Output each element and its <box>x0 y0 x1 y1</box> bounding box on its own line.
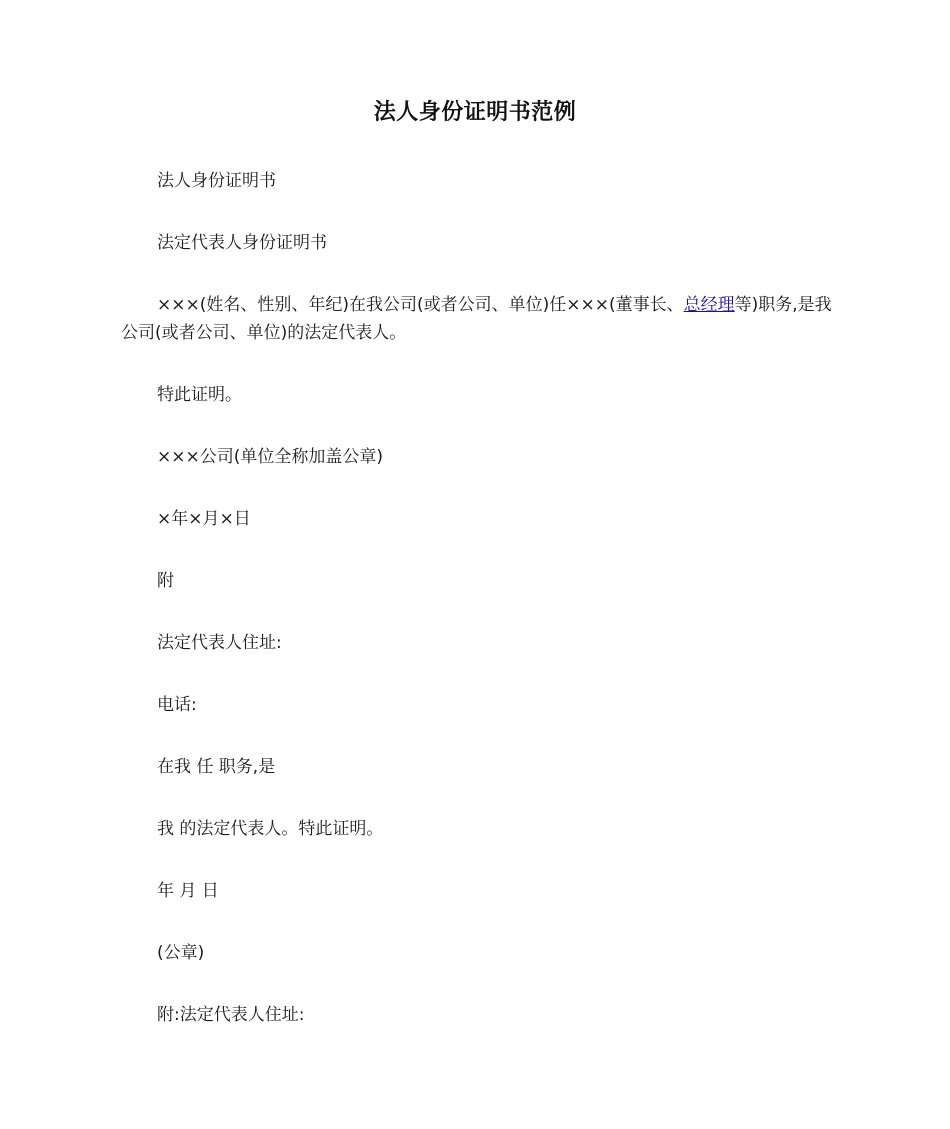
paragraph-body-text-start: ×××(姓名、性别、年纪)在我公司(或者公司、单位)任×××(董事长、 <box>157 295 684 315</box>
paragraph-heading-2: 法定代表人身份证明书 <box>157 233 327 253</box>
paragraph-representative: 我 的法定代表人。特此证明。 <box>157 819 384 839</box>
paragraph-seal: (公章) <box>157 943 205 963</box>
paragraph-attachment: 附 <box>157 571 174 591</box>
paragraph-phone: 电话: <box>157 695 197 715</box>
paragraph-address-attachment: 附:法定代表人住址: <box>157 1005 305 1025</box>
paragraph-certify: 特此证明。 <box>157 385 242 405</box>
paragraph-heading-1: 法人身份证明书 <box>157 171 276 191</box>
paragraph-date: ×年×月×日 <box>157 509 251 529</box>
paragraph-body-text-end: 等)职务,是我公司(或者公司、单位)的法定代表人。 <box>121 295 832 343</box>
paragraph-position: 在我 任 职务,是 <box>157 757 276 777</box>
paragraph-date-blank: 年 月 日 <box>157 881 219 901</box>
paragraph-company-seal: ×××公司(单位全称加盖公章) <box>157 447 383 467</box>
paragraph-address: 法定代表人住址: <box>157 633 282 653</box>
paragraph-body <box>121 291 833 347</box>
general-manager-link[interactable]: 总经理 <box>683 295 735 315</box>
document-title: 法人身份证明书范例 <box>373 100 577 125</box>
